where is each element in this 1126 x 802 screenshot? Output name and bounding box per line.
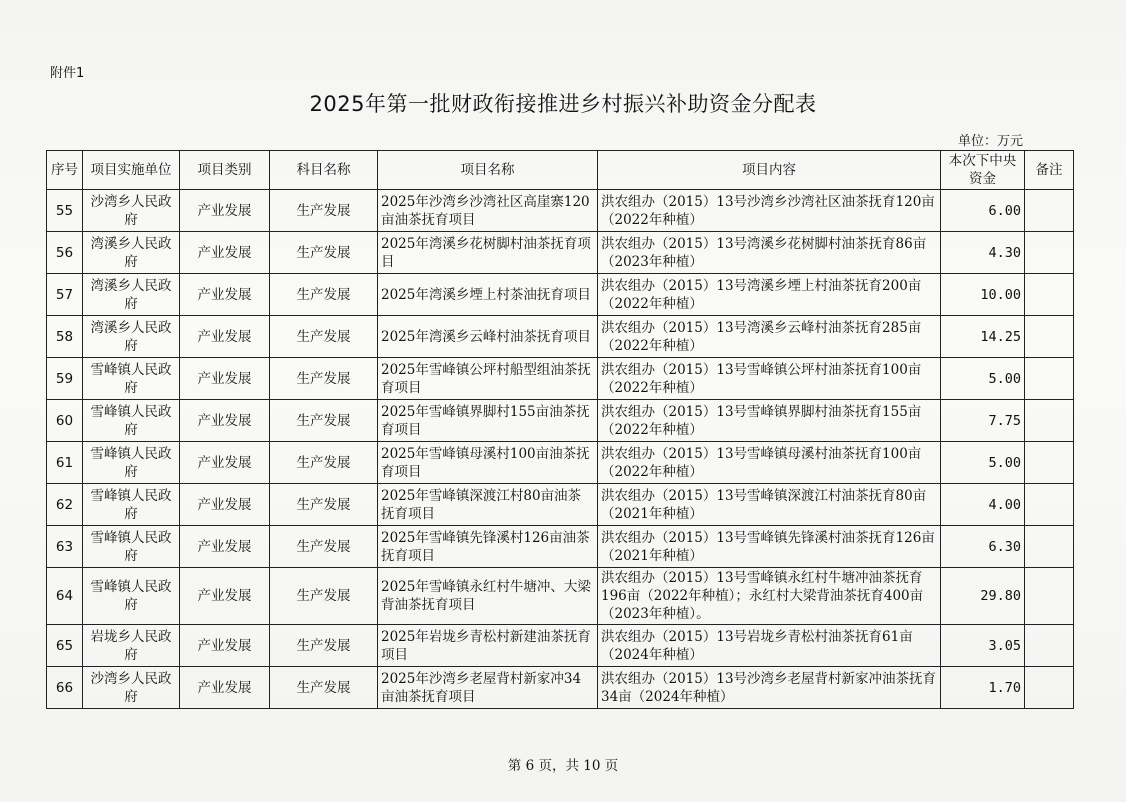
subject-name-cell: 生产发展 xyxy=(270,625,378,667)
project-content-cell: 洪农组办（2015）13号雪峰镇先锋溪村油茶抚育126亩（2021年种植） xyxy=(598,526,941,568)
page-number: 第 6 页，共 10 页 xyxy=(507,758,619,774)
column-header-category: 项目类别 xyxy=(180,151,270,190)
subject-name-cell: 生产发展 xyxy=(270,568,378,625)
project-name-cell: 2025年雪峰镇母溪村100亩油茶抚育项目 xyxy=(378,442,598,484)
remark-cell xyxy=(1025,568,1074,625)
subject-name-cell: 生产发展 xyxy=(270,442,378,484)
column-header-remark: 备注 xyxy=(1025,151,1074,190)
subject-name-cell: 生产发展 xyxy=(270,274,378,316)
project-category-cell: 产业发展 xyxy=(180,484,270,526)
table-row xyxy=(47,442,1074,484)
project-category-cell: 产业发展 xyxy=(180,274,270,316)
row-number-cell: 66 xyxy=(47,667,83,709)
remark-cell xyxy=(1025,625,1074,667)
central-fund-amount-cell: 4.30 xyxy=(941,232,1025,274)
row-number-cell: 56 xyxy=(47,232,83,274)
central-fund-amount-cell: 6.00 xyxy=(941,190,1025,232)
subject-name-cell: 生产发展 xyxy=(270,316,378,358)
central-fund-amount-cell: 10.00 xyxy=(941,274,1025,316)
remark-cell xyxy=(1025,484,1074,526)
row-number-cell: 61 xyxy=(47,442,83,484)
project-category-cell: 产业发展 xyxy=(180,316,270,358)
row-number-cell: 55 xyxy=(47,190,83,232)
project-name-cell: 2025年岩垅乡青松村新建油茶抚育项目 xyxy=(378,625,598,667)
project-category-cell: 产业发展 xyxy=(180,568,270,625)
implementing-unit-cell: 湾溪乡人民政府 xyxy=(83,232,180,274)
page-title: 2025年第一批财政衔接推进乡村振兴补助资金分配表 xyxy=(309,92,817,116)
implementing-unit-cell: 湾溪乡人民政府 xyxy=(83,274,180,316)
column-header-amount: 本次下中央资金 xyxy=(941,151,1025,190)
project-name-cell: 2025年雪峰镇公坪村船型组油茶抚育项目 xyxy=(378,358,598,400)
column-header-name: 项目名称 xyxy=(378,151,598,190)
central-fund-amount-cell: 7.75 xyxy=(941,400,1025,442)
central-fund-amount-cell: 14.25 xyxy=(941,316,1025,358)
attachment-label: 附件1 xyxy=(50,66,85,81)
project-name-cell: 2025年雪峰镇界脚村155亩油茶抚育项目 xyxy=(378,400,598,442)
central-fund-amount-cell: 4.00 xyxy=(941,484,1025,526)
subject-name-cell: 生产发展 xyxy=(270,400,378,442)
subject-name-cell: 生产发展 xyxy=(270,484,378,526)
project-name-cell: 2025年湾溪乡云峰村油茶抚育项目 xyxy=(378,316,598,358)
row-number-cell: 63 xyxy=(47,526,83,568)
table-row xyxy=(47,568,1074,625)
subject-name-cell: 生产发展 xyxy=(270,190,378,232)
project-name-cell: 2025年湾溪乡花树脚村油茶抚育项目 xyxy=(378,232,598,274)
project-name-cell: 2025年雪峰镇永红村牛塘冲、大梁背油茶抚育项目 xyxy=(378,568,598,625)
central-fund-amount-cell: 3.05 xyxy=(941,625,1025,667)
remark-cell xyxy=(1025,274,1074,316)
table-row xyxy=(47,190,1074,232)
table-body xyxy=(47,190,1074,709)
central-fund-amount-cell: 5.00 xyxy=(941,358,1025,400)
project-category-cell: 产业发展 xyxy=(180,526,270,568)
remark-cell xyxy=(1025,232,1074,274)
remark-cell xyxy=(1025,400,1074,442)
project-content-cell: 洪农组办（2015）13号沙湾乡老屋背村新家冲油茶抚育34亩（2024年种植） xyxy=(598,667,941,709)
allocation-table xyxy=(46,150,1074,709)
remark-cell xyxy=(1025,442,1074,484)
implementing-unit-cell: 湾溪乡人民政府 xyxy=(83,316,180,358)
table-row xyxy=(47,484,1074,526)
project-name-cell: 2025年雪峰镇先锋溪村126亩油茶抚育项目 xyxy=(378,526,598,568)
project-category-cell: 产业发展 xyxy=(180,190,270,232)
project-name-cell: 2025年沙湾乡沙湾社区高崖寨120亩油茶抚育项目 xyxy=(378,190,598,232)
project-name-cell: 2025年雪峰镇深渡江村80亩油茶抚育项目 xyxy=(378,484,598,526)
implementing-unit-cell: 雪峰镇人民政府 xyxy=(83,526,180,568)
project-content-cell: 洪农组办（2015）13号雪峰镇界脚村油茶抚育155亩（2022年种植） xyxy=(598,400,941,442)
remark-cell xyxy=(1025,358,1074,400)
implementing-unit-cell: 沙湾乡人民政府 xyxy=(83,667,180,709)
column-header-unit: 项目实施单位 xyxy=(83,151,180,190)
central-fund-amount-cell: 29.80 xyxy=(941,568,1025,625)
project-category-cell: 产业发展 xyxy=(180,667,270,709)
implementing-unit-cell: 雪峰镇人民政府 xyxy=(83,400,180,442)
implementing-unit-cell: 岩垅乡人民政府 xyxy=(83,625,180,667)
subject-name-cell: 生产发展 xyxy=(270,232,378,274)
central-fund-amount-cell: 5.00 xyxy=(941,442,1025,484)
row-number-cell: 64 xyxy=(47,568,83,625)
project-content-cell: 洪农组办（2015）13号雪峰镇公坪村油茶抚育100亩（2022年种植） xyxy=(598,358,941,400)
project-content-cell: 洪农组办（2015）13号雪峰镇母溪村油茶抚育100亩（2022年种植） xyxy=(598,442,941,484)
subject-name-cell: 生产发展 xyxy=(270,667,378,709)
project-category-cell: 产业发展 xyxy=(180,232,270,274)
project-name-cell: 2025年湾溪乡堙上村茶油抚育项目 xyxy=(378,274,598,316)
table-row xyxy=(47,526,1074,568)
table-header-row xyxy=(47,151,1074,190)
unit-label: 单位：万元 xyxy=(958,134,1024,149)
table-row xyxy=(47,316,1074,358)
project-category-cell: 产业发展 xyxy=(180,625,270,667)
implementing-unit-cell: 雪峰镇人民政府 xyxy=(83,358,180,400)
table-row xyxy=(47,274,1074,316)
project-content-cell: 洪农组办（2015）13号岩垅乡青松村油茶抚育61亩（2024年种植） xyxy=(598,625,941,667)
project-category-cell: 产业发展 xyxy=(180,358,270,400)
project-category-cell: 产业发展 xyxy=(180,442,270,484)
remark-cell xyxy=(1025,667,1074,709)
remark-cell xyxy=(1025,316,1074,358)
row-number-cell: 57 xyxy=(47,274,83,316)
subject-name-cell: 生产发展 xyxy=(270,358,378,400)
project-content-cell: 洪农组办（2015）13号湾溪乡堙上村油茶抚育200亩（2022年种植） xyxy=(598,274,941,316)
table-row xyxy=(47,232,1074,274)
table-row xyxy=(47,358,1074,400)
project-category-cell: 产业发展 xyxy=(180,400,270,442)
table-row xyxy=(47,667,1074,709)
project-content-cell: 洪农组办（2015）13号雪峰镇永红村牛塘冲油茶抚育196亩（2022年种植）；永红村大梁背油茶抚育400亩（2023年种植）。 xyxy=(598,568,941,625)
central-fund-amount-cell: 6.30 xyxy=(941,526,1025,568)
implementing-unit-cell: 雪峰镇人民政府 xyxy=(83,442,180,484)
project-content-cell: 洪农组办（2015）13号湾溪乡云峰村油茶抚育285亩（2022年种植） xyxy=(598,316,941,358)
row-number-cell: 65 xyxy=(47,625,83,667)
central-fund-amount-cell: 1.70 xyxy=(941,667,1025,709)
row-number-cell: 62 xyxy=(47,484,83,526)
project-content-cell: 洪农组办（2015）13号雪峰镇深渡江村油茶抚育80亩（2021年种植） xyxy=(598,484,941,526)
implementing-unit-cell: 沙湾乡人民政府 xyxy=(83,190,180,232)
row-number-cell: 58 xyxy=(47,316,83,358)
subject-name-cell: 生产发展 xyxy=(270,526,378,568)
implementing-unit-cell: 雪峰镇人民政府 xyxy=(83,568,180,625)
remark-cell xyxy=(1025,526,1074,568)
project-content-cell: 洪农组办（2015）13号湾溪乡花树脚村油茶抚育86亩（2023年种植） xyxy=(598,232,941,274)
table-row xyxy=(47,400,1074,442)
project-name-cell: 2025年沙湾乡老屋背村新家冲34亩油茶抚育项目 xyxy=(378,667,598,709)
project-content-cell: 洪农组办（2015）13号沙湾乡沙湾社区油茶抚育120亩（2022年种植） xyxy=(598,190,941,232)
column-header-subject: 科目名称 xyxy=(270,151,378,190)
column-header-content: 项目内容 xyxy=(598,151,941,190)
row-number-cell: 59 xyxy=(47,358,83,400)
row-number-cell: 60 xyxy=(47,400,83,442)
implementing-unit-cell: 雪峰镇人民政府 xyxy=(83,484,180,526)
remark-cell xyxy=(1025,190,1074,232)
column-header-no: 序号 xyxy=(47,151,83,190)
table-row xyxy=(47,625,1074,667)
